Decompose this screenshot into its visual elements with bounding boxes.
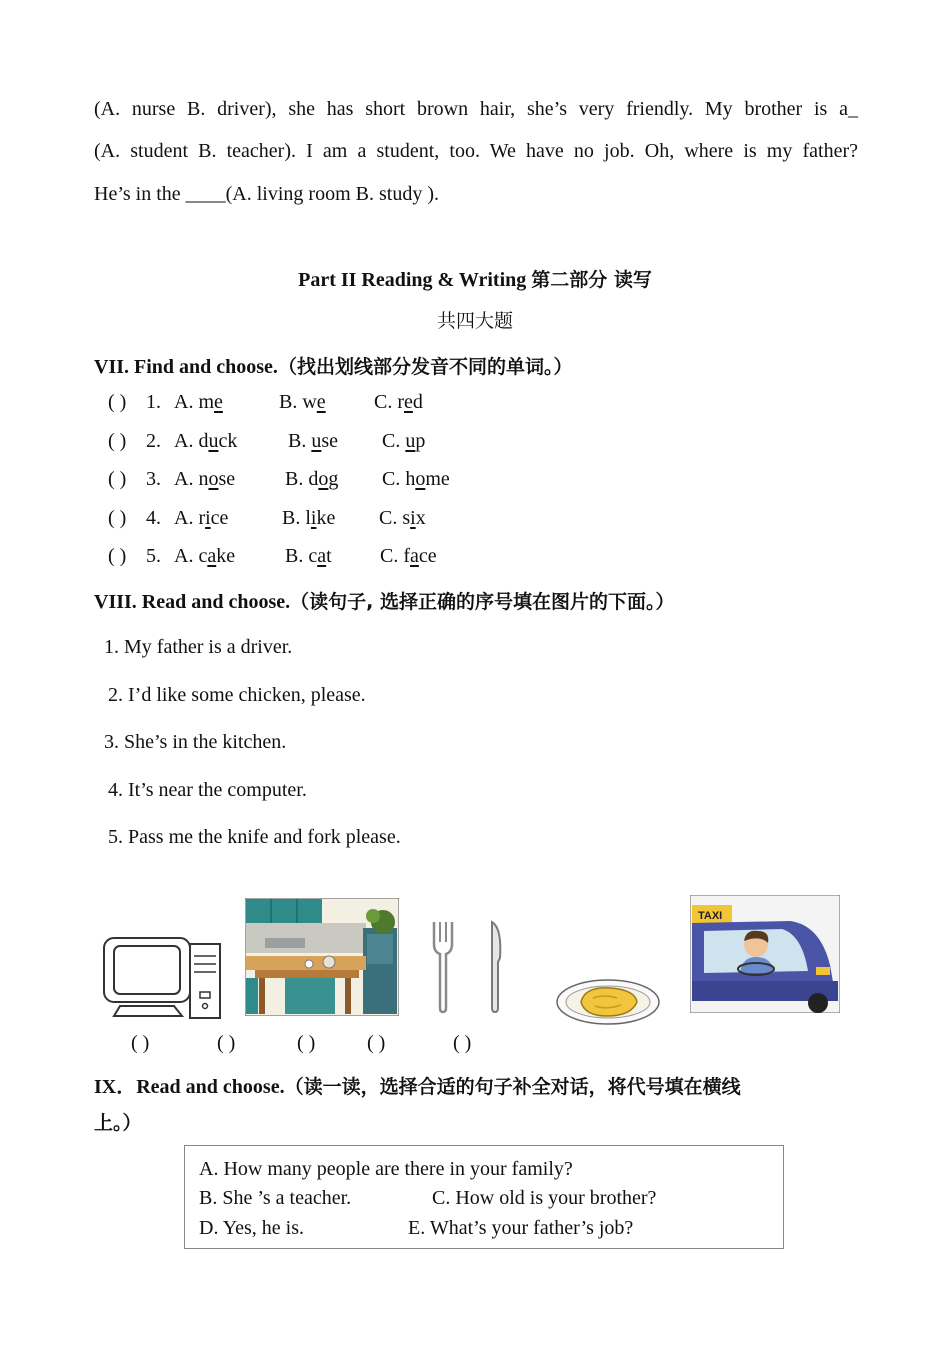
option-word-suffix: ke — [216, 545, 236, 567]
section-nine-heading — [94, 1070, 741, 1099]
option-word-prefix: A. r — [174, 507, 206, 529]
option-word-prefix: C. s — [379, 507, 411, 529]
passage-line-3: He’s in the ____(A. living room B. study ). — [94, 183, 439, 205]
option-word-suffix: t — [326, 545, 332, 567]
option-word-prefix: A. d — [174, 430, 209, 452]
option-word-suffix: ke — [316, 507, 336, 529]
option-word-a — [174, 430, 237, 453]
answer-paren[interactable]: ( ) — [108, 507, 127, 529]
item-number: 1. — [146, 391, 161, 413]
underlined-letters: o — [208, 468, 219, 490]
answer-paren[interactable]: ( ) — [108, 545, 127, 567]
underlined-letters: o — [415, 468, 426, 490]
kitchen-image — [245, 898, 399, 1016]
option-word-prefix: A. n — [174, 468, 209, 490]
options-box — [184, 1145, 784, 1249]
option-word-b — [282, 507, 335, 530]
option-word-c — [382, 468, 450, 491]
underlined-letters: e — [316, 391, 326, 413]
underlined-letters: e — [214, 391, 223, 413]
option-word-prefix: B. w — [279, 391, 317, 413]
option-word-prefix: C. f — [380, 545, 410, 567]
item-number: 3. — [146, 468, 161, 490]
taxi-sign-text: TAXI — [698, 910, 723, 922]
section-seven-heading — [94, 352, 572, 379]
option-c: C. How old is your brother? — [432, 1187, 657, 1209]
option-word-prefix: B. l — [282, 507, 311, 529]
option-word-prefix: C. h — [382, 468, 416, 490]
section-seven-title-en: VII. Find and choose. — [94, 356, 278, 378]
sentence-2: 2. I’d like some chicken, please. — [108, 684, 366, 706]
item-number: 5. — [146, 545, 161, 567]
passage-line-2: (A. student B. teacher). I am a student, too. We have no job. Oh, where is my father? — [94, 140, 858, 162]
underlined-letters: u — [311, 430, 322, 452]
answer-paren-1[interactable]: ( ) — [131, 1032, 150, 1054]
option-word-suffix: x — [415, 507, 426, 529]
option-word-prefix: C. r — [374, 391, 404, 413]
section-nine-title-en: IX．Read and choose. — [94, 1076, 285, 1098]
part-two-title-cn: 第二部分 读写 — [531, 269, 652, 291]
underlined-letters: i — [310, 507, 317, 529]
option-word-suffix: d — [412, 391, 423, 413]
answer-paren[interactable]: ( ) — [108, 430, 127, 452]
item-number: 2. — [146, 430, 161, 452]
option-word-prefix: A. c — [174, 545, 208, 567]
option-word-c — [380, 545, 437, 568]
option-word-suffix: se — [321, 430, 339, 452]
option-a: A. How many people are there in your family? — [199, 1158, 573, 1180]
option-d: D. Yes, he is. — [199, 1217, 305, 1239]
underlined-letters: i — [205, 507, 211, 529]
option-word-suffix: me — [425, 468, 450, 490]
option-word-prefix: B. — [288, 430, 312, 452]
underlined-letters: o — [318, 468, 329, 490]
sentence-5: 5. Pass me the knife and fork please. — [108, 826, 401, 848]
option-word-b — [279, 391, 326, 414]
answer-paren-3[interactable]: ( ) — [297, 1032, 316, 1054]
option-word-prefix: C. — [382, 430, 406, 452]
option-word-b — [285, 468, 338, 491]
part-two-title — [0, 265, 950, 292]
part-two-subtitle: 共四大题 — [436, 310, 513, 332]
answer-paren-4[interactable]: ( ) — [367, 1032, 386, 1054]
option-word-suffix: p — [415, 430, 426, 452]
answer-paren-5[interactable]: ( ) — [453, 1032, 472, 1054]
option-b: B. She ’s a teacher. — [199, 1187, 352, 1209]
option-word-a — [174, 391, 223, 414]
option-word-prefix: B. c — [285, 545, 318, 567]
passage-line-1: (A. nurse B. driver), she has short brown hair, she’s very friendly. My brother is a_ — [94, 98, 858, 120]
option-word-suffix: g — [328, 468, 339, 490]
option-word-suffix: ce — [210, 507, 229, 529]
option-word-c — [379, 507, 426, 530]
section-eight-title-cn: （读句子, 选择正确的序号填在图片的下面。） — [290, 591, 675, 613]
answer-paren[interactable]: ( ) — [108, 468, 127, 490]
sentence-1: 1. My father is a driver. — [104, 636, 293, 658]
section-nine-title-cn-1: （读一读，选择合适的句子补全对话，将代号填在横线 — [284, 1076, 741, 1098]
sentence-4: 4. It’s near the computer. — [108, 779, 307, 801]
underlined-letters: a — [317, 545, 327, 567]
sentence-3: 3. She’s in the kitchen. — [104, 731, 287, 753]
section-eight-heading — [94, 587, 675, 614]
option-word-a — [174, 507, 228, 530]
option-word-prefix: A. m — [174, 391, 214, 413]
answer-paren[interactable]: ( ) — [108, 391, 127, 413]
option-e: E. What’s your father’s job? — [408, 1217, 634, 1239]
underlined-letters: a — [207, 545, 217, 567]
part-two-title-en: Part II Reading & Writing — [298, 269, 532, 291]
underlined-letters: u — [208, 430, 219, 452]
computer-image — [100, 930, 226, 1022]
option-word-suffix: ck — [218, 430, 238, 452]
underlined-letters: e — [404, 391, 413, 413]
knife-and-fork-image — [420, 918, 516, 1014]
option-word-a — [174, 545, 235, 568]
option-word-suffix: se — [218, 468, 236, 490]
section-seven-title-cn: （找出划线部分发音不同的单词。） — [277, 356, 573, 378]
answer-paren-2[interactable]: ( ) — [217, 1032, 236, 1054]
section-nine-title-cn-2: 上。） — [94, 1112, 142, 1134]
option-word-b — [288, 430, 338, 453]
option-word-c — [374, 391, 423, 414]
underlined-letters: i — [410, 507, 416, 529]
underlined-letters: u — [405, 430, 416, 452]
option-word-a — [174, 468, 235, 491]
option-word-c — [382, 430, 425, 453]
taxi-driver-image — [690, 895, 840, 1013]
option-word-suffix: ce — [418, 545, 437, 567]
option-word-b — [285, 545, 332, 568]
chicken-plate-image — [555, 978, 661, 1026]
option-word-prefix: B. d — [285, 468, 319, 490]
section-eight-title-en: VIII. Read and choose. — [94, 591, 291, 613]
item-number: 4. — [146, 507, 161, 529]
underlined-letters: a — [410, 545, 419, 567]
